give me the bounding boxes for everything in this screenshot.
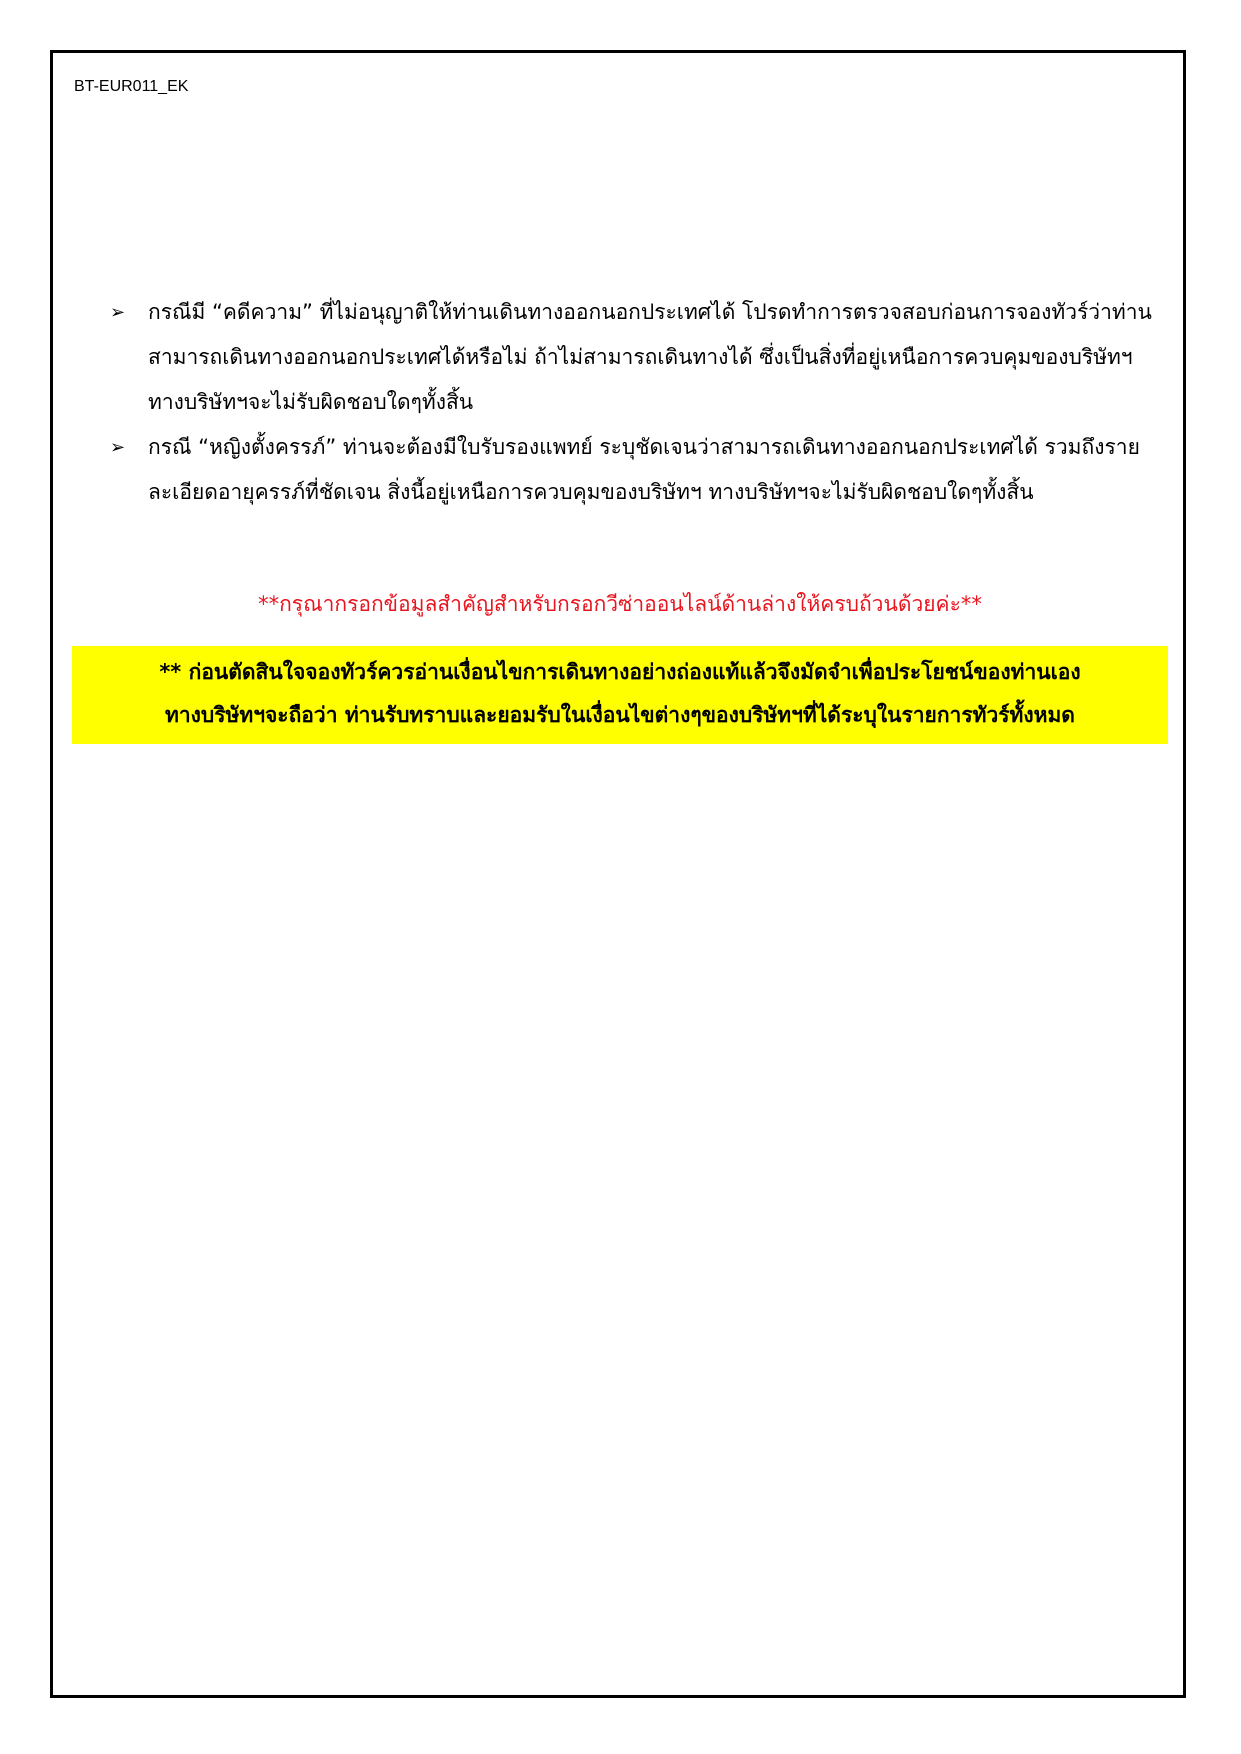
visa-info-note: **กรุณากรอกข้อมูลสำคัญสำหรับกรอกวีซ่าออนไลน์ด้านล่างให้ครบถ้วนด้วยค่ะ** (258, 592, 982, 616)
arrow-bullet-icon: ➢ (110, 437, 126, 458)
highlight-line-1: ** ก่อนตัดสินใจจองทัวร์ควรอ่านเงื่อนไขการเดินทางอย่างถ่องแท้แล้วจึงมัดจำเพื่อประโยชน์ของท่านเอง (159, 660, 1081, 684)
list-item-legal-case (110, 290, 1160, 425)
highlight-line-2: ทางบริษัทฯจะถือว่า ท่านรับทราบและยอมรับในเงื่อนไขต่างๆของบริษัทฯที่ได้ระบุในรายการทัวร์ทั้งหมด (165, 703, 1075, 727)
arrow-bullet-icon: ➢ (110, 302, 126, 323)
list-item-pregnancy (110, 425, 1160, 515)
list-item-text: กรณี “หญิงตั้งครรภ์” ท่านจะต้องมีใบรับรองแพทย์ ระบุชัดเจนว่าสามารถเดินทางออกนอกประเทศได้ รวมถึงรายละเอียดอายุครรภ์ที่ชัดเจน สิ่งนี้อยู่เหนือการควบคุมของบริษัทฯ ทางบริษัทฯจะไม่รับผิดชอบใดๆทั้งสิ้น (148, 435, 1140, 504)
document-code: BT-EUR011_EK (74, 78, 189, 95)
list-item-text: กรณีมี “คดีความ” ที่ไม่อนุญาติให้ท่านเดินทางออกนอกประเทศได้ โปรดทำการตรวจสอบก่อนการจองทัวร์ว่าท่านสามารถเดินทางออกนอกประเทศได้หรือไม่ ถ้าไม่สามารถเดินทางได้ ซึ่งเป็นสิ่งที่อยู่เหนือการควบคุมของบริษัทฯ ทางบริษัทฯจะไม่รับผิดชอบใดๆทั้งสิ้น (148, 300, 1152, 414)
conditions-list (110, 290, 1160, 515)
booking-conditions-highlight (72, 646, 1168, 744)
